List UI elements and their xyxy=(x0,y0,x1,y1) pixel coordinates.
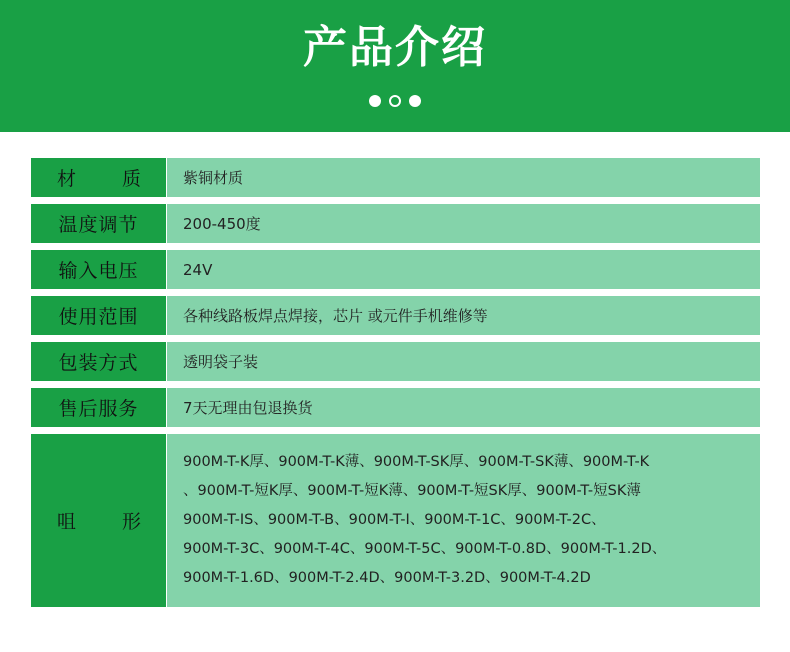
indicator-dot-icon xyxy=(409,95,421,107)
spec-label-char: 材 xyxy=(57,168,78,190)
spec-label: 包装方式 xyxy=(31,342,166,381)
spec-label: 输入电压 xyxy=(31,250,166,289)
header-banner xyxy=(0,0,790,132)
spec-label-char: 形 xyxy=(121,511,142,533)
spec-row-after-sales xyxy=(31,388,760,427)
spec-value: 紫铜材质 xyxy=(167,158,760,197)
spec-label-char: 咀 xyxy=(57,511,78,533)
spec-row-usage xyxy=(31,296,760,335)
spec-value: 7天无理由包退换货 xyxy=(167,388,760,427)
model-list-line: 900M-T-IS、900M-T-B、900M-T-I、900M-T-1C、900M-T-2C、 xyxy=(183,512,606,528)
spec-label-char: 质 xyxy=(121,168,142,190)
spec-label xyxy=(31,434,166,607)
spec-label xyxy=(31,158,166,197)
spec-value: 透明袋子装 xyxy=(167,342,760,381)
indicator-dot-icon xyxy=(369,95,381,107)
model-list-line: 900M-T-1.6D、900M-T-2.4D、900M-T-3.2D、900M-T-4.2D xyxy=(183,570,591,586)
spec-value: 24V xyxy=(167,250,760,289)
page-title: 产品介绍 xyxy=(303,22,487,73)
indicator-ring-icon xyxy=(389,95,401,107)
page-indicator xyxy=(0,93,790,109)
spec-label: 售后服务 xyxy=(31,388,166,427)
spec-table xyxy=(31,158,760,614)
spec-row-temperature xyxy=(31,204,760,243)
spec-row-material xyxy=(31,158,760,197)
model-list-line: 、900M-T-短K厚、900M-T-短K薄、900M-T-短SK厚、900M-T-短SK薄 xyxy=(183,483,641,499)
model-list xyxy=(167,434,760,607)
model-list-line: 900M-T-K厚、900M-T-K薄、900M-T-SK厚、900M-T-SK薄、900M-T-K xyxy=(183,454,650,470)
spec-label: 使用范围 xyxy=(31,296,166,335)
spec-value: 各种线路板焊点焊接，芯片 或元件手机维修等 xyxy=(167,296,760,335)
spec-row-packaging xyxy=(31,342,760,381)
spec-label: 温度调节 xyxy=(31,204,166,243)
spec-value: 200-450度 xyxy=(167,204,760,243)
spec-row-tip-models xyxy=(31,434,760,607)
model-list-line: 900M-T-3C、900M-T-4C、900M-T-5C、900M-T-0.8D、900M-T-1.2D、 xyxy=(183,541,667,557)
spec-row-voltage xyxy=(31,250,760,289)
